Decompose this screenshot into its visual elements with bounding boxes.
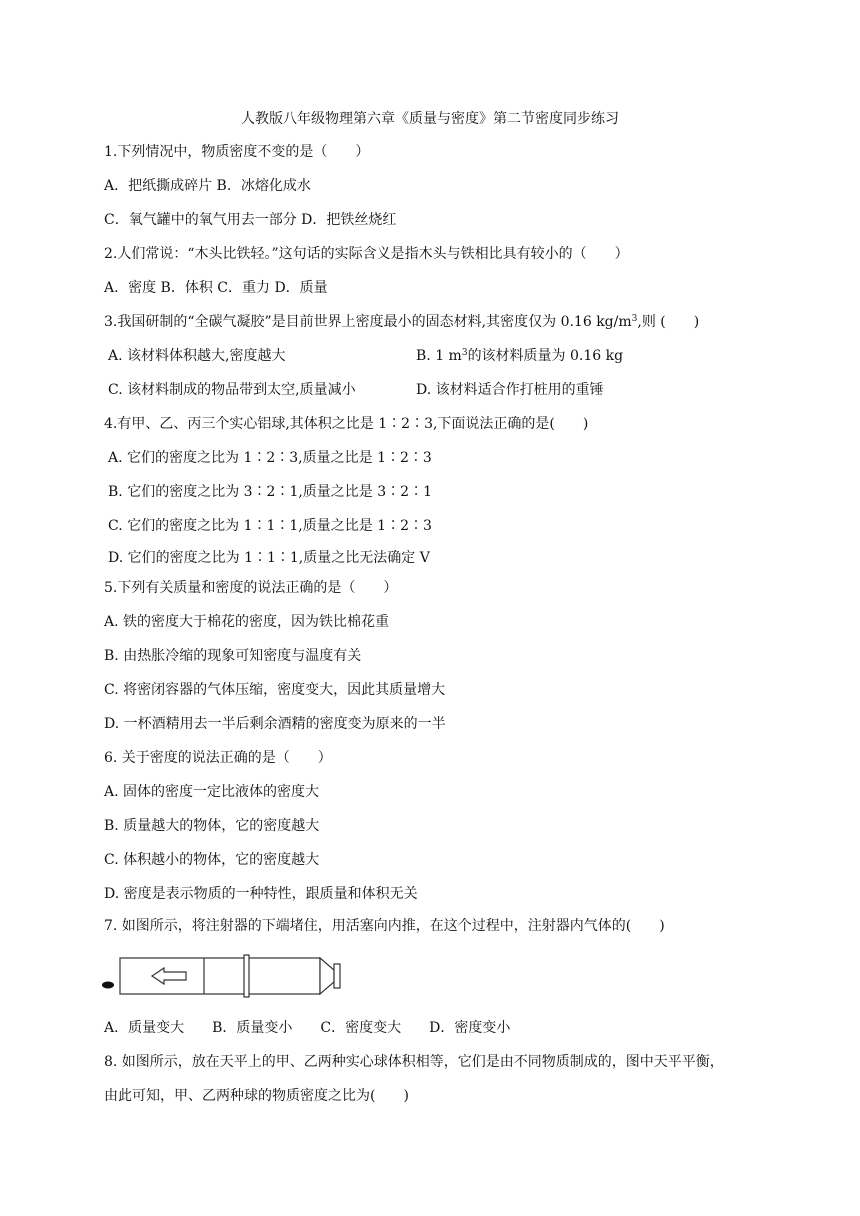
question-3-option-b xyxy=(416,346,623,366)
question-3-option-b-superscript: 3 xyxy=(461,348,468,358)
question-3-option-d: D. 该材料适合作打桩用的重锤 xyxy=(416,382,604,398)
question-7-options: A．质量变大 B．质量变小 C．密度变大 D．密度变小 xyxy=(104,1020,511,1036)
question-6-option-c: C. 体积越小的物体，它的密度越大 xyxy=(104,852,320,868)
question-4-option-c: C. 它们的密度之比为 1∶1∶1,质量之比是 1∶2∶3 xyxy=(108,518,432,534)
document-title: 人教版八年级物理第六章《质量与密度》第二节密度同步练习 xyxy=(241,111,619,127)
syringe-diagram xyxy=(100,952,350,1002)
syringe-plug xyxy=(102,982,114,989)
question-3-stem xyxy=(104,312,699,332)
question-8-stem-line-2: 由此可知，甲、乙两种球的物质密度之比为( ) xyxy=(104,1088,409,1104)
question-8-stem-line-1: 8. 如图所示，放在天平上的甲、乙两种实心球体积相等，它们是由不同物质制成的，图中天平平衡， xyxy=(104,1054,724,1070)
question-4-option-d: D. 它们的密度之比为 1∶1∶1,质量之比无法确定 V xyxy=(108,550,430,566)
syringe-rod-taper xyxy=(320,958,334,994)
question-3-option-a: A. 该材料体积越大,密度越大 xyxy=(108,348,286,364)
question-2-options: A．密度 B．体积 C．重力 D．质量 xyxy=(104,280,328,296)
question-3-stem-tail: ,则 ( ) xyxy=(637,314,700,330)
question-2-stem: 2.人们常说：“木头比铁轻。”这句话的实际含义是指木头与铁相比具有较小的（ ） xyxy=(104,246,629,262)
question-3-stem-text: 3.我国研制的“全碳气凝胶”是目前世界上密度最小的固态材料,其密度仅为 0.16 kg/m xyxy=(104,314,632,330)
question-5-option-c: C. 将密闭容器的气体压缩，密度变大，因此其质量增大 xyxy=(104,682,446,698)
question-3-stem-superscript: 3 xyxy=(631,314,638,324)
question-1-options-cd: C．氧气罐中的氧气用去一部分 D．把铁丝烧红 xyxy=(104,212,397,228)
syringe-barrel xyxy=(120,958,320,994)
question-1-options-ab: A．把纸撕成碎片 B．冰熔化成水 xyxy=(104,178,311,194)
question-6-option-a: A. 固体的密度一定比液体的密度大 xyxy=(104,784,320,800)
question-6-stem: 6. 关于密度的说法正确的是（ ） xyxy=(104,750,332,766)
question-7-stem: 7. 如图所示，将注射器的下端堵住，用活塞向内推，在这个过程中，注射器内气体的( ) xyxy=(104,918,665,934)
question-3-option-b-text: B. 1 m xyxy=(416,348,462,364)
question-5-option-d: D. 一杯酒精用去一半后剩余酒精的密度变为原来的一半 xyxy=(104,716,446,732)
question-1-stem: 1.下列情况中，物质密度不变的是（ ） xyxy=(104,144,370,160)
question-4-stem: 4.有甲、乙、丙三个实心铝球,其体积之比是 1∶2∶3,下面说法正确的是( ) xyxy=(104,416,589,432)
syringe-thumb-rest xyxy=(334,964,340,988)
question-5-stem: 5.下列有关质量和密度的说法正确的是（ ） xyxy=(104,580,398,596)
question-4-option-a: A. 它们的密度之比为 1∶2∶3,质量之比是 1∶2∶3 xyxy=(108,450,432,466)
question-6-option-b: B. 质量越大的物体，它的密度越大 xyxy=(104,818,320,834)
question-6-option-d: D. 密度是表示物质的一种特性，跟质量和体积无关 xyxy=(104,886,418,902)
question-3-option-c: C. 该材料制成的物品带到太空,质量减小 xyxy=(108,382,356,398)
syringe-flange xyxy=(244,955,249,997)
question-3-option-b-tail: 的该材料质量为 0.16 kg xyxy=(467,348,624,364)
question-4-option-b: B. 它们的密度之比为 3∶2∶1,质量之比是 3∶2∶1 xyxy=(108,484,432,500)
question-5-option-a: A. 铁的密度大于棉花的密度，因为铁比棉花重 xyxy=(104,614,390,630)
question-5-option-b: B. 由热胀冷缩的现象可知密度与温度有关 xyxy=(104,648,362,664)
